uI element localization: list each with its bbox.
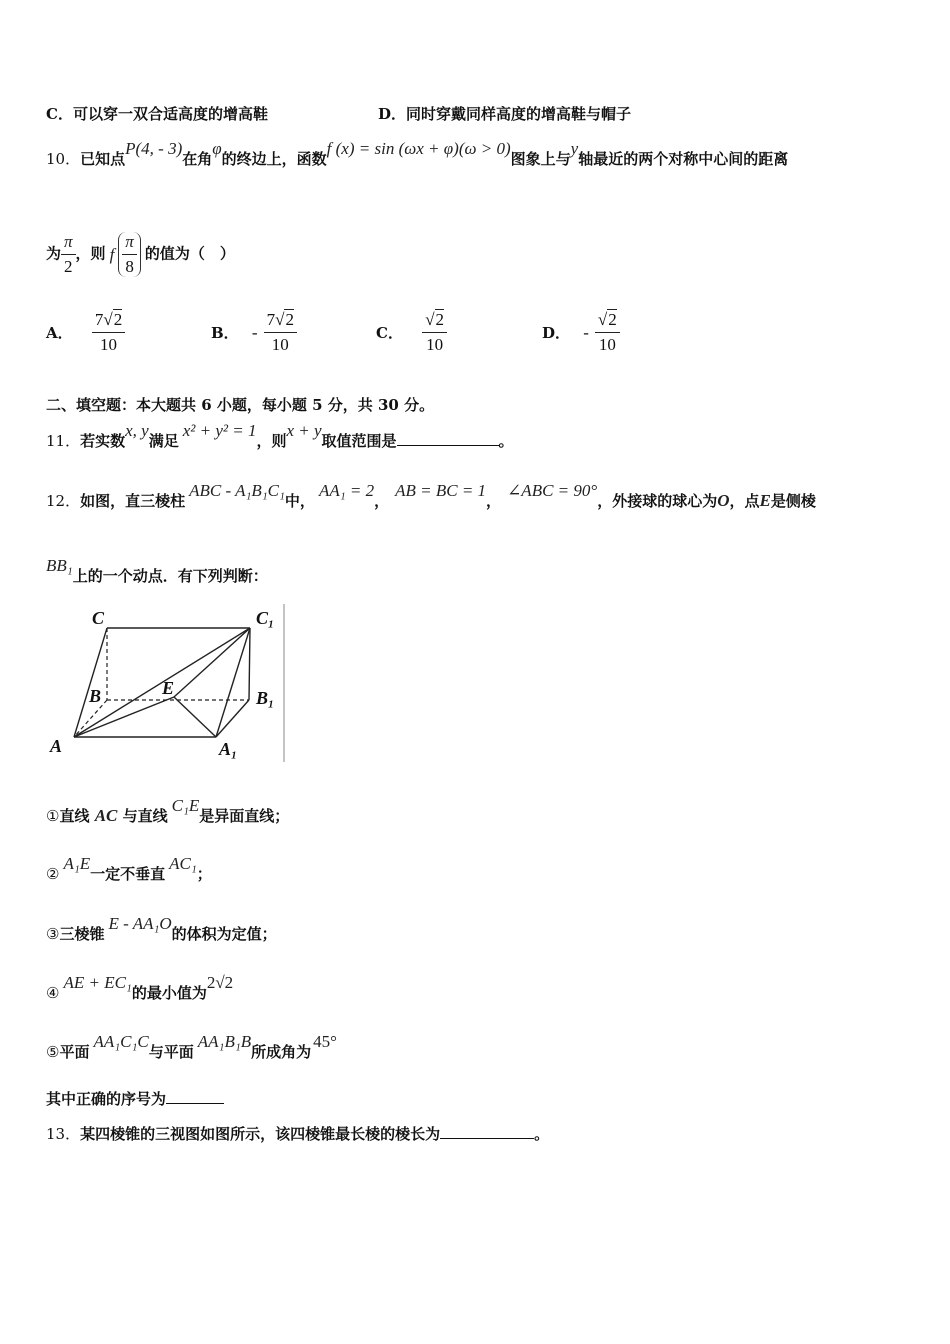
edge-c1-b1 — [249, 628, 250, 700]
q12-center-o: O — [717, 491, 730, 510]
radicand: 2 — [435, 310, 445, 329]
statement-text: 的最小值为 — [131, 984, 207, 1002]
label-b: B — [89, 686, 102, 706]
q10-text: 在角 — [182, 150, 213, 168]
q12-number: 12． — [46, 492, 81, 510]
q10-function: f (x) = sin (ωx + φ)(ω > 0) — [326, 139, 511, 158]
q9-option-c: C．可以穿一双合适高度的增高鞋 — [46, 105, 268, 123]
statement-math: E - AA₁O — [108, 914, 172, 933]
statement-text: 的体积为定值； — [171, 925, 277, 943]
q13-text: 某四棱锥的三视图如图所示，该四棱锥最长棱的棱长为 — [80, 1125, 441, 1143]
fraction-denominator: 8 — [125, 257, 134, 276]
option-label: C． — [376, 324, 403, 342]
line-e-a1 — [174, 697, 216, 737]
q11-vars: x, y — [125, 421, 149, 440]
q12-text: 如图，直三棱柱 — [80, 492, 186, 510]
statement-text: 一定不垂直 — [90, 865, 166, 883]
statement-text: 平面 — [59, 1043, 90, 1061]
statement-text: 与直线 — [117, 807, 168, 825]
coef: 7 — [94, 310, 104, 329]
label-a1: A₁ — [219, 739, 238, 759]
q12-text: ， — [374, 492, 390, 510]
q13 — [46, 1123, 549, 1144]
option-label: B． — [211, 324, 239, 342]
statement-text: 所成角为 — [251, 1043, 312, 1061]
statement-mark: ② — [46, 865, 60, 883]
statement-text: 是异面直线； — [199, 807, 290, 825]
label-b1: B₁ — [256, 688, 275, 708]
minus-sign: - — [251, 322, 258, 342]
label-c: C — [92, 608, 105, 628]
q13-text: 。 — [534, 1125, 550, 1143]
label-c1: C₁ — [256, 608, 275, 628]
q9-option-d: D．同时穿戴同样高度的增高鞋与帽子 — [378, 105, 632, 123]
q10-text: 的值为（ ） — [144, 244, 235, 263]
q12-text: ，点 — [729, 492, 760, 510]
q10-text: 已知点 — [80, 150, 126, 168]
coef: 7 — [266, 310, 276, 329]
q12-line1 — [46, 481, 816, 511]
label-e: E — [162, 678, 175, 698]
q12-text: ， — [486, 492, 502, 510]
statement-math: AA₁B₁B — [197, 1032, 252, 1051]
q10-text: 的终边上，函数 — [221, 150, 327, 168]
q10-option-c: C． $\frac{√2}{10}$ — [376, 310, 447, 355]
q12-text: 中， — [284, 492, 315, 510]
fraction-denominator: 2 — [64, 257, 73, 276]
q11-condition: x² + y² = 1 — [182, 421, 257, 440]
statement-text: 三棱锥 — [59, 925, 105, 943]
q11-expression: x + y — [286, 421, 322, 440]
statement-math: A₁E — [63, 854, 91, 873]
q13-number: 13． — [46, 1125, 81, 1143]
statement-math: 2√2 — [206, 973, 234, 992]
q10-eval-paren — [118, 232, 141, 277]
statement-1 — [46, 796, 290, 826]
statement-text: 直线 — [59, 807, 95, 825]
q12-angle: ∠ABC = 90° — [507, 481, 598, 500]
q12-prism: ABC - A₁B₁C₁ — [189, 481, 285, 500]
statement-mark: ③ — [46, 925, 60, 943]
statement-3 — [46, 914, 277, 944]
q10-distance-fraction — [61, 232, 76, 277]
edge-c-a — [74, 628, 107, 737]
edge-b1-a1 — [216, 700, 249, 737]
statement-math: C₁E — [171, 796, 200, 815]
q10-number: 10． — [46, 150, 81, 168]
q10-text: 为 — [46, 244, 62, 263]
q12-text: ，外接球的球心为 — [597, 492, 718, 510]
q10-axis: y — [570, 139, 579, 158]
fraction-denominator: 10 — [598, 335, 616, 354]
statement-math: AA₁C₁C — [93, 1032, 149, 1051]
prism-figure — [44, 600, 294, 765]
statement-mark: ④ — [46, 984, 60, 1002]
q12-text: 上的一个动点．有下列判断： — [72, 567, 268, 585]
q10-line2 — [46, 232, 235, 277]
option-label: A． — [46, 324, 73, 342]
statement-math: AC₁ — [169, 854, 197, 873]
q11-text: 若实数 — [80, 432, 126, 450]
radicand: 2 — [113, 310, 123, 329]
section-heading: 二、填空题：本大题共 6 小题，每小题 5 分，共 30 分。 — [46, 396, 435, 414]
q10-angle: φ — [212, 139, 222, 158]
q10-text: 轴最近的两个对称中心间的距离 — [578, 150, 789, 168]
statement-text: ； — [196, 865, 212, 883]
statement-mark: ⑤ — [46, 1043, 60, 1061]
statement-math: AE + EC₁ — [63, 973, 132, 992]
q12-answer-blank[interactable] — [166, 1103, 224, 1104]
statement-2 — [46, 854, 212, 884]
q12-answer-prompt: 其中正确的序号为 — [46, 1090, 167, 1108]
radicand: 2 — [608, 310, 617, 329]
q11-answer-blank[interactable] — [397, 445, 499, 446]
q10-text: 图象上与 — [510, 150, 571, 168]
q11-text: 满足 — [148, 432, 179, 450]
q12-aa1: AA₁ = 2 — [318, 481, 375, 500]
q12-line2 — [46, 556, 268, 586]
q12-bb1: BB₁ — [46, 556, 73, 575]
statement-math: AC — [94, 806, 118, 825]
q12-answer-line — [46, 1088, 224, 1109]
q11-text: 。 — [498, 432, 514, 450]
q11-number: 11． — [46, 432, 81, 450]
q11 — [46, 421, 514, 451]
q10-eval-f: f — [109, 244, 115, 264]
fraction-numerator: π — [122, 232, 137, 255]
q10-line1 — [46, 139, 789, 169]
q12-abbc: AB = BC = 1 — [395, 481, 487, 500]
statement-text: 与平面 — [148, 1043, 194, 1061]
fraction-denominator: 10 — [271, 335, 289, 354]
statement-4 — [46, 973, 234, 1003]
statement-mark: ① — [46, 807, 60, 825]
fraction-denominator: 10 — [426, 335, 444, 354]
statement-5 — [46, 1032, 337, 1062]
fraction-numerator: π — [61, 232, 76, 255]
q12-point-e: E — [759, 491, 771, 510]
q10-option-a: A． $\frac{7√2}{10}$ — [46, 310, 125, 355]
q12-text: 是侧棱 — [770, 492, 816, 510]
label-a: A — [50, 736, 63, 756]
radicand: 2 — [285, 310, 294, 329]
option-label: D． — [542, 324, 571, 342]
q11-text: 取值范围是 — [321, 432, 397, 450]
statement-math: 45° — [313, 1032, 337, 1051]
q10-text: ，则 — [75, 244, 106, 263]
q10-point: P(4, - 3) — [125, 139, 183, 158]
q13-answer-blank[interactable] — [440, 1138, 534, 1139]
q10-option-d: D． - $\frac{√2}{10}$ — [542, 310, 620, 355]
q10-option-b: B． - $\frac{7√2}{10}$ — [211, 310, 297, 355]
q11-text: ，则 — [256, 432, 287, 450]
minus-sign: - — [583, 322, 589, 342]
fraction-denominator: 10 — [100, 335, 118, 354]
